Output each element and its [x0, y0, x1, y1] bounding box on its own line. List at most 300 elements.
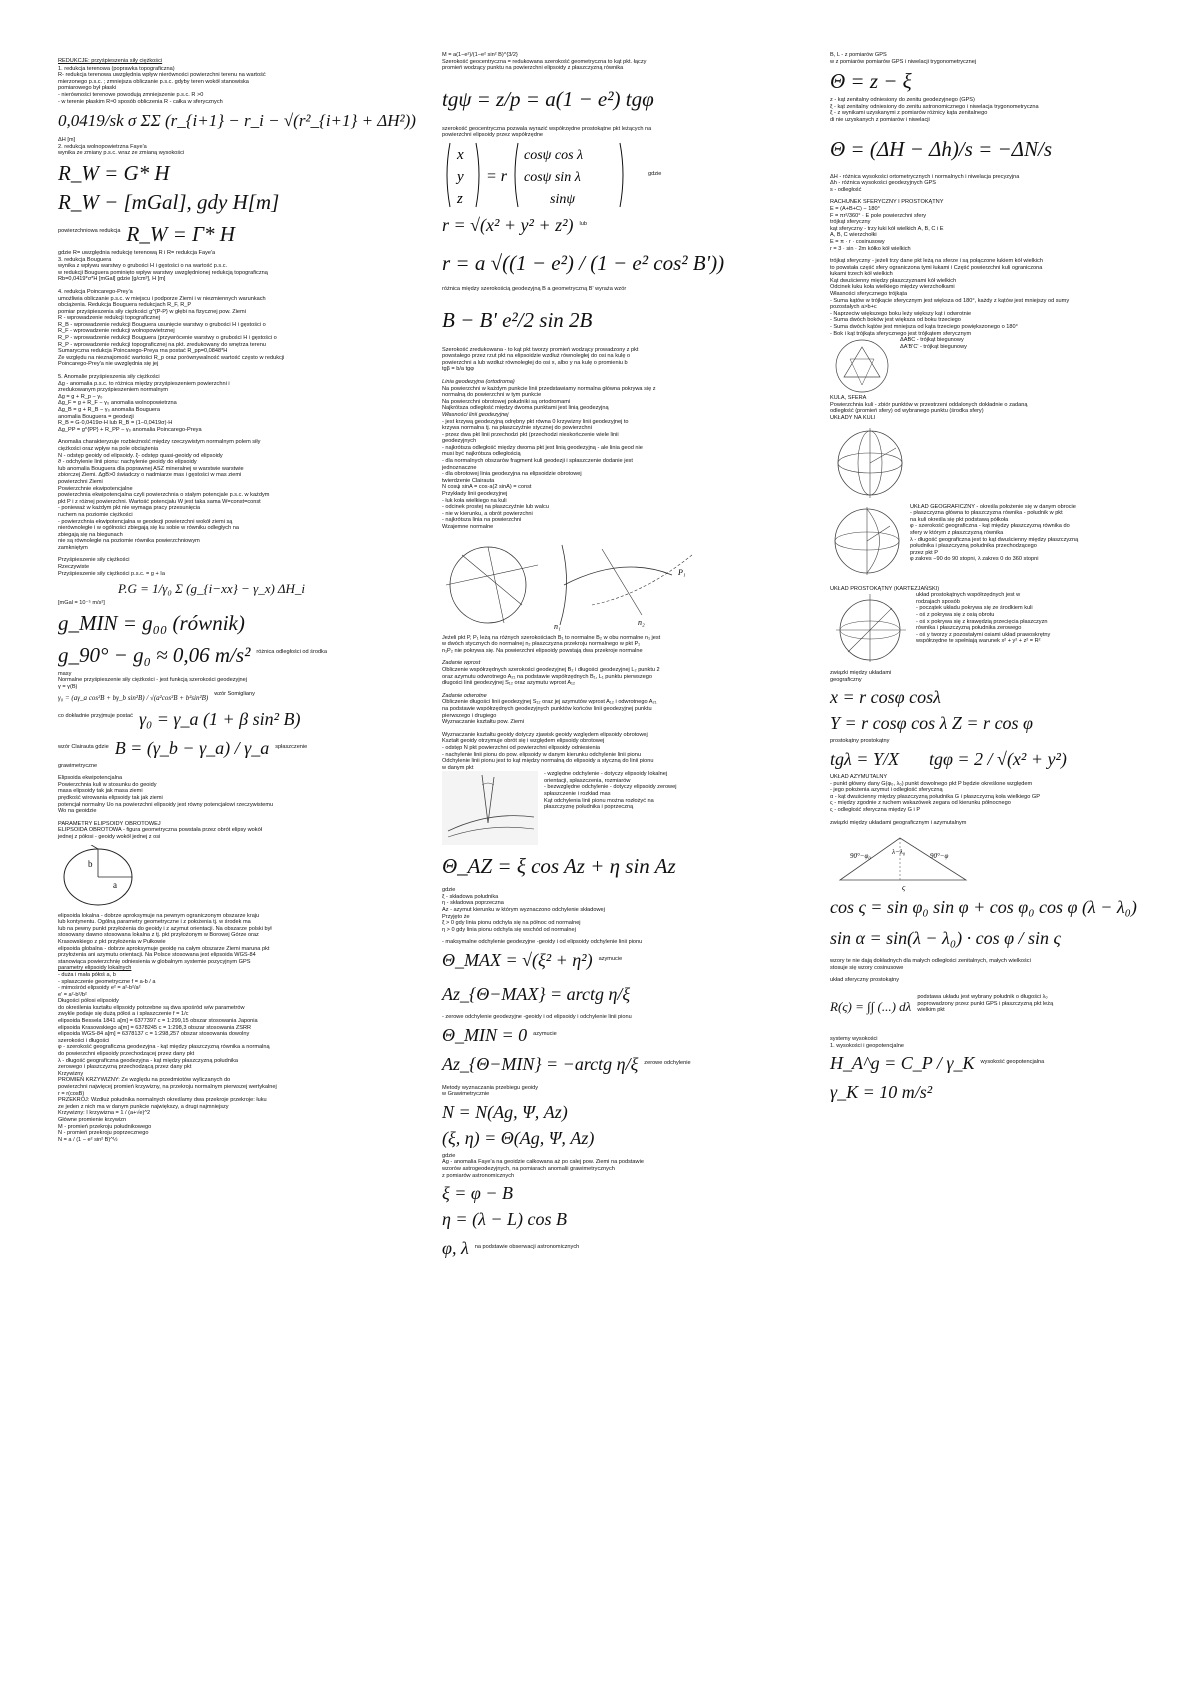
text-line: Powierzchnie ekwipotencjalne: [58, 485, 133, 492]
text-line: w Grawimetrycznie: [442, 1091, 490, 1098]
text-line: pkt P i z różnej powierzchni. Wartość potencjału W jest taka sama W=const=const: [58, 498, 261, 505]
formula-row: [442, 211, 782, 240]
svg-text:y: y: [457, 168, 464, 185]
ellipse-label-a: a: [113, 879, 117, 890]
formula-gamma-k: γ_K = 10 m/s²: [830, 1082, 933, 1103]
text-line: na podstawie współrzędnych geodezyjnych punktów końców linii geodezyjnej punktu: [442, 705, 652, 712]
text-line: trójkąt sferyczny: [830, 219, 871, 226]
text-line: trójkąt sferyczny - jeżeli trzy dane pkt leżą na sferze i są połączone łukiem kół wielkich: [830, 258, 1043, 265]
text-line: N - promień przekroju poprzecznego: [58, 1130, 149, 1137]
text-line: Wzajemne normalne: [442, 524, 494, 530]
text-line: wynika z wpływu warstwy o grubości H i gęstości o na wartość p.s.c.: [58, 263, 228, 270]
text-line: ruchem na poziomie ciężkości: [58, 511, 133, 518]
text-line: Wyznaczanie kształtu geoidy dotyczy zjawisk geoidy względem elipsoidy obrotowej: [442, 731, 648, 738]
text-line: Przykłady linii geodezyjnej: [442, 491, 508, 498]
text-line: tgβ = b/a tgφ: [442, 366, 474, 373]
text-line: - nierówności terenowe powodują zmniejszenie p.s.c. R >0: [58, 91, 204, 98]
text-block: [58, 671, 438, 691]
text-line: rodzajach sposób: [916, 598, 960, 605]
text-line: masy: [58, 670, 72, 677]
text-block: [830, 670, 1180, 683]
text-line: do określenia kształtu elipsoidy potrzebne są dwa spośród w/w parametrów: [58, 1004, 245, 1011]
text-line: jednej z półosi - geoidy wokół jednej z osi: [58, 833, 161, 840]
text-line: powierzchni a lub wzdłuż równoległej do osi x, albo y na kulę o promieniu b: [442, 359, 628, 366]
text-line: Obliczenie długości linii geodezyjnej S₁₂ oraz jej azymutów wprost A₁₂ i odwrotnego A₂₁: [442, 699, 657, 706]
text-line: Normalne przyśpieszenie siły ciężkości - jest funkcją szerokości geodezyjnej: [58, 677, 248, 684]
text-line: mierzonego p.s.c. ; zmniejsza obliczanie p.s.c. gdyby teren wokół stanowiska: [58, 78, 249, 85]
text-line: γ = γ(B): [58, 684, 78, 691]
text-block: [58, 913, 438, 1144]
text-line: R_P - wprowadzenie redukcji Bouguera (przywrócenie warstwy o grubości H i gęstości o: [58, 335, 277, 342]
text-line: ΔH - różnica wysokości ortometrycznych i normalnych i niwelacja precyzyjna: [830, 173, 1020, 180]
formula-g-diff: g_90° − g₀ ≈ 0,06 m/s²: [58, 642, 251, 667]
text-line: zamkniętym: [58, 544, 88, 551]
text-line: - ponieważ w każdym pkt nie wymaga pracy przesunięcia: [58, 505, 201, 512]
text-line: umożliwia obliczanie p.s.c. w miejscu i podporze Ziemi i w niezmiennych warunkach: [58, 295, 266, 302]
text-line: - przez dwa pkt linii przechodzi pkt (przechodzi nieskończenie wiele linii: [442, 431, 619, 438]
text-line: pierwszego i drugiego: [442, 712, 497, 719]
text-line: do powierzchni elipsoidy przechodzącej przez dany pkt: [58, 1051, 195, 1058]
text-line: równika i płaszczyzną południka zerowego: [916, 625, 1022, 632]
formula-theta-max: Θ_MAX = √(ξ² + η²): [442, 950, 593, 971]
text-line: stosuje się wzory cosinusowe: [830, 964, 904, 971]
text-line: systemy wysokości: [830, 1035, 878, 1042]
text-line: w dwóch stycznych do normalnej n₂ płaszczyzna przekroju normalnego w pkt P₁: [442, 641, 641, 648]
triangle-notes: [900, 337, 967, 350]
text-line: Własności sferycznego trójkąta: [830, 291, 908, 298]
text-line: PRZEKRÓJ: Wzdłuż południka normalnych określamy dwa przekroje przekroje: łuku: [58, 1097, 267, 1104]
text-line: R_F - wprowadzenie redukcji wolnopowietrznej: [58, 328, 175, 335]
text-line: UKŁADY NA KULI: [830, 415, 876, 421]
text-line: jednoznaczne: [442, 464, 477, 471]
text-line: musi być najkrótsza odległością: [442, 451, 521, 458]
text-line: Rb=0,0419*σ*H [mGal] gdzie [g/cm³], H [m]: [58, 276, 166, 283]
geo-notes: [910, 504, 1078, 563]
text-line: zredukowanym przyśpieszeniem normalnym: [58, 387, 169, 394]
text-line: w danym pkt: [442, 764, 474, 771]
text-block: [442, 52, 782, 72]
text-line: Szerokość geocentryczna = redukowana szerokość geometryczna to kąt pkt. łączy: [442, 58, 647, 65]
text-line: szerokość geocentryczna pozwala wyrazić współrzędne prostokątne pkt leżących na: [442, 125, 652, 132]
azimuthal-triangle-sketch: [830, 830, 980, 892]
formula-radius: r = √(x² + y² + z²): [442, 214, 574, 235]
formula-note: wysokość geopotencjalna: [980, 1059, 1045, 1066]
text-line: M - promień przekroju południkowego: [58, 1123, 152, 1130]
text-line: - Suma dwóch kątów jest mniejsza od kąta trzeciego powiększonego o 180°: [830, 324, 1018, 331]
text-line: Na powierzchni w każdym punkcie linii przedstawiamy normalna główna pokrywa się z: [442, 385, 656, 392]
text-line: Kąt odchylenia linii pionu można rozłożyć na: [544, 797, 654, 804]
text-line: Kształt geoidy otrzymuje obrót się i względem elipsoidy obrotowej: [442, 738, 605, 745]
formula-row: [58, 639, 438, 671]
text-line: E = (A+B+C) − 180°: [830, 205, 880, 212]
text-line: - nie w kierunku, a obrót powierzchni: [442, 510, 533, 517]
text-line: Krasowskiego z pkt przyłożenia w Pułkowie: [58, 938, 166, 945]
text-block: [830, 774, 1180, 826]
text-block: [442, 126, 782, 139]
formula-geopotential-height: H_A^g = C_P / γ_K: [830, 1053, 975, 1074]
text-line: F = πr²/360° · E pole powierzchni sfery: [830, 212, 927, 219]
text-line: 1. redukcja terenowa (poprawka topograficzna): [58, 65, 175, 72]
text-line: - najkrótsza odległość między dwoma pkt jest linią geodezyjną - ale linia geod nie: [442, 444, 643, 451]
formula-note: azymucie: [598, 956, 623, 963]
text-line: 5. Anomalie przyśpieszenia siły ciężkości: [58, 374, 160, 381]
text-line: Δg_F = g + R_F − γ₀ anomalia wolnopowietrzna: [58, 400, 177, 407]
text-block: [830, 97, 1180, 123]
text-line: pomiar przyśpieszenia siły ciężkości g^{P-P} w głębi na fizycznej pow. Ziemi: [58, 308, 246, 315]
text-line: r = 3 · sin · 2m kółko kół wielkich: [830, 245, 911, 252]
text-line: N cosψ sinA = cos·a(2 sinA) = const: [442, 484, 532, 491]
column-right: [830, 52, 1180, 1107]
text-line: A, B, C wierzchołki: [830, 232, 877, 239]
formula-free-air-units: R_W − [mGal], gdy H[m]: [58, 189, 280, 214]
text-block: [58, 137, 438, 157]
text-line: spłaszczenie i rozkład mas: [544, 791, 611, 798]
formula-row: [58, 705, 438, 734]
formula-theta-height: Θ = (ΔH − Δh)/s = −ΔN/s: [830, 136, 1052, 161]
text-line: potencjał normalny Uo na powierzchni elipsoidy jest równy potencjałowi rzeczywistemu: [58, 801, 274, 808]
text-line: nie są równoległe na poziomie równika powierzchniowym: [58, 538, 200, 545]
text-line: ΔABC - trójkąt biegunowy: [900, 337, 964, 344]
text-line: PROMIEŃ KRZYWIZNY: Ze względu na przedmiotów wyliczanych do: [58, 1077, 231, 1084]
text-line: - powierzchnia ekwipotencjalna w geodezji powierzchni wokół ziemi są: [58, 518, 233, 525]
formula-x-coordinate: x = r cosφ cosλ: [830, 687, 941, 708]
text-line: - nachylenie linii pionu do pow. elipsoidy w danym kierunku odchylenie linii pionu: [442, 751, 642, 758]
text-line: Odcinek łuku koła wielkiego między wierzchołkami: [830, 284, 955, 291]
text-line: Najkrótsza odległość między dwoma punktami jest linią geodezyjną: [442, 405, 609, 412]
text-line: N = a / (1 − e² sin² B)^½: [58, 1136, 118, 1143]
text-line: sfery w którym z płaszczyzną równika: [910, 529, 1004, 536]
text-line: układ prostokątnych współrzędnych jest w: [916, 592, 1021, 599]
sketch-label-p1: P₁: [678, 567, 686, 577]
text-line: kąt sferyczny - trzy łuki kół wielkich A, B, C i E: [830, 225, 944, 232]
formula-g-min: g_MIN = g₀₀ (równik): [58, 610, 245, 635]
text-block: [442, 635, 782, 772]
text-line: układ sferyczny prostokątny: [830, 977, 900, 984]
sphere-coordinate-sketch: [830, 426, 910, 500]
formula-yz-coordinate: Y = r cosφ cos λ Z = r cos φ: [830, 713, 1034, 734]
text-line: UKŁAD AZYMUTALNY: [830, 773, 888, 780]
text-block: [442, 1085, 782, 1098]
rect-notes: [916, 592, 1050, 645]
text-line: wzory te nie dają dokładnych dla małych odległości zenitalnych, małych wielkości: [830, 958, 1031, 965]
sketch-label-n1: n₁: [554, 621, 561, 631]
text-block: [830, 958, 1180, 984]
text-line: - zerowe odchylenie geodezyjne -geoidy i od elipsoidy i odchylenie linii pionu: [442, 1014, 632, 1021]
text-line: Kąt dwuścienny między płaszczyznami kół wielkich: [830, 277, 957, 284]
formula-cos-distance: cos ς = sin φ₀ sin φ + cos φ₀ cos φ (λ − λ₀): [830, 897, 1137, 918]
text-line: ze jeden z nich ma w danym punkcie największy, a drugi najmniejszy: [58, 1103, 229, 1110]
text-line: w z pomiarów pomiarów GPS i niwelacji trygonometrycznej: [830, 58, 977, 65]
text-line: lub anomalia Bouguera dla poprawnej ASZ mineralnej w warstwie warstwie: [58, 465, 244, 472]
text-line: odległość (promień sfery) od wybranego punktu (środka sfery): [830, 408, 984, 415]
text-line: Wyznaczanie kształtu pow. Ziemi: [442, 719, 525, 726]
text-line: η > 0 gdy linia pionu odchyla się wschód od normalnej: [442, 926, 576, 933]
text-line: krzywa normalna tj. na płaszczyźnie stycznej do powierzchni: [442, 425, 592, 432]
text-line: różnica między szerokością geodezyjną B a geometryczną B' wyraża wzór: [442, 285, 627, 292]
text-line: współrzędne te spełniają warunek x² + y² + z² = R²: [916, 638, 1041, 645]
text-line: Rzeczywiste: [58, 564, 90, 571]
geo-row: [830, 504, 1180, 578]
text-line: B, L - z pomiarów GPS: [830, 52, 887, 58]
text-line: ς - między zgodnie z ruchem wskazówek zegara od kierunku północnego: [830, 800, 1011, 807]
triangle-label-phi: 90°−φ: [930, 852, 949, 861]
text-block: [442, 887, 782, 946]
text-line: - oś z pokrywa się z osią obrotu: [916, 611, 995, 618]
text-line: - maksymalne odchylenie geodezyjne -geoidy i od elipsoidy odchylenie linii pionu: [442, 939, 643, 946]
formula-free-air-gamma: R_W = Γ* H: [126, 221, 235, 246]
text-line: - bezwzględne odchylenie - dotyczy elipsoidy zerowej: [544, 784, 677, 791]
text-line: Jeżeli pkt P, P₁ leżą na różnych szerokościach B₁ to normalne B₂ w obu normalne n₁ jest: [442, 634, 661, 641]
text-line: obciążenia. Redukcja Bouguera redukcjach R_F, R_P: [58, 302, 192, 309]
formula-note: na podstawie obserwacji astronomicznych: [474, 1244, 580, 1251]
text-line: powstałego przez rzut pkt na elipsoidzie wzdłuż równoległej do osi na kulę o: [442, 353, 631, 360]
text-line: - Naprzeciw większego boku leży większy kąt i odwrotnie: [830, 310, 972, 317]
text-line: - spłaszczenie geometryczne f = a-b / a: [58, 978, 156, 985]
text-line: Az - azymut kierunku w którym wyznaczono odchylenie składowej: [442, 907, 605, 914]
text-line: Główne promienie krzywizn: [58, 1116, 127, 1123]
text-line: przez pkt P: [910, 549, 938, 556]
text-line: Ag - anomalia Faye'a na geoidzie całkowana aż po całej pow. Ziemi na podstawie: [442, 1159, 644, 1166]
formula-somigliana: γ₀ = (aγ_a cos²B + bγ_b sin²B) / √(a²cos²B + b²sin²B): [58, 693, 209, 702]
svg-text:cosψ sin λ: cosψ sin λ: [524, 169, 581, 185]
deflection-row: [442, 771, 782, 845]
geographic-sketch: [830, 504, 904, 578]
text-line: R - wprowadzenie redukcji topograficznej: [58, 315, 160, 322]
formula-deflection-azimuth: Θ_AZ = ξ cos Az + η sin Az: [442, 854, 676, 879]
text-line: ΔA'B'C' - trójkąt biegunowy: [900, 343, 967, 350]
text-line: Zadanie wprost: [442, 660, 481, 667]
text-block: [830, 1036, 1180, 1049]
text-line: elipsoida lokalna - dobrze aproksymuje na pewnym ograniczonym obszarze kraju: [58, 912, 260, 919]
text-block: [442, 347, 782, 531]
svg-text:sinψ: sinψ: [550, 191, 576, 207]
formula-tg-phi: tgφ = 2 / √(x² + y²): [928, 748, 1067, 769]
cartesian-sketch: [830, 592, 910, 664]
formula-note: wzór Somigliany: [214, 690, 255, 697]
text-line: geodezyjnych: [442, 438, 477, 445]
text-line: - dla normalnych obszarów fragment kuli geodezji i spłaszczenie dodanie jest: [442, 458, 633, 465]
text-line: - punkt główny dany G(φ₀, λ₀) punkt dowolnego pkt P będzie określone względem: [830, 780, 1033, 787]
formula-geocentric-latitude: tgψ = z/p = a(1 − e²) tgφ: [442, 86, 654, 111]
text-line: - odcinek prostej na płaszczyźnie lub walcu: [442, 504, 549, 511]
text-line: z - kąt zenitalny odniesiony do zenitu geodezyjnego (GPS): [830, 97, 975, 104]
formula-azimuth-max: Az_{Θ−MAX} = arctg η/ξ: [442, 984, 631, 1005]
formula-row: [442, 1234, 782, 1263]
text-line: Metody wyznaczania przebiegu geoidy: [442, 1084, 539, 1091]
formula-unit: [mGal = 10⁻⁵ m/s²]: [58, 600, 105, 607]
text-line: Δg_B = g + R_B − γ₀ anomalia Bouguera: [58, 407, 160, 413]
text-line: prostokątny prostokątny: [830, 738, 890, 745]
text-line: - początek układu pokrywa się ze środkiem kuli: [916, 605, 1033, 612]
text-line: na kuli określa się pkt podstawą półkoła: [910, 516, 1009, 523]
text-line: Na powierzchni obrotowej południki są ortodromami: [442, 398, 571, 405]
formula-note: spłaszczenie: [275, 743, 308, 750]
text-line: - jest krzywą geodezyjną odrębny pkt równa 0 krzywizny linii geodezyjnej to: [442, 418, 629, 425]
text-line: Anomalia charakteryzuje rozbieżność między rzeczywistym normalnym polem siły: [58, 439, 261, 446]
text-line: R_B = G·0,0419σ·H lub R_B = (1−0,0419σ)·H: [58, 420, 173, 427]
formula-row: [830, 745, 1180, 774]
text-line: - jego położenia azymut i odległość sferyczną: [830, 787, 943, 794]
formula-row: [442, 946, 782, 975]
svg-text:cosψ cos λ: cosψ cos λ: [524, 147, 584, 163]
formula-row: [58, 691, 438, 705]
text-block: [58, 66, 438, 106]
text-line: E = π · r · cosinusowy: [830, 238, 885, 245]
text-line: szerokości i długości: [58, 1037, 110, 1044]
text-line: nierównoległe i w ogólności zbiegają się ku sobie w równiku odległych na: [58, 525, 239, 532]
text-block: [830, 52, 1180, 65]
text-line: α - kąt dwuścienny między płaszczyzną południka G i płaszczyzną koła wielkiego GP: [830, 793, 1040, 800]
text-line: gdzie: [442, 1152, 456, 1159]
text-line: - dla obrotowej linia geodezyjna na elipsoidzie obrotowej: [442, 471, 582, 478]
text-line: Δg_PP = g^{PP} + R_PP − γ₀ anomalia Poincarego-Preya: [58, 426, 202, 433]
text-line: twierdzenie Clairauta: [442, 477, 495, 484]
text-line: anomalia Bouguera = geodezji: [58, 413, 134, 420]
triangle-label-phi0: 90°−φ₀: [850, 852, 871, 861]
deflection-notes: [544, 771, 676, 811]
text-line: ξ > 0 gdy linia pionu odchyla się na północ od normalnej: [442, 920, 581, 927]
text-line: ciężkości oraz wpływ na pole obciążenia: [58, 445, 159, 452]
text-line: powierzchni najwięcej promień krzywizny, na przekroju normalnym pierwszej wertykalnej: [58, 1084, 277, 1090]
text-line: stanowiąca powierzchnię odniesienia w globalnym systemie pozycyjnym GPS: [58, 958, 251, 965]
text-block: [58, 250, 438, 433]
text-line: s - odległość: [830, 186, 862, 193]
formula-spherical-rect: R(ς) = ∫∫ (...) dλ: [830, 998, 912, 1014]
text-line: gdzie R= uwzględnia redukcję terenową R i R= redukcja Faye'a: [58, 249, 216, 256]
text-block: [830, 395, 1180, 421]
formula-azimuth-min: Az_{Θ−MIN} = −arctg η/ξ: [442, 1053, 639, 1074]
formula-label: powierzchniowa redukcja: [58, 227, 121, 234]
text-line: z pomiarów astronomicznych: [442, 1172, 515, 1179]
text-line: zwykle podaje się dużą półoś a i spłaszczenie f = 1/c: [58, 1011, 189, 1018]
text-line: - płaszczyzna główna to płaszczyzna równika - południk w pkt: [910, 510, 1063, 517]
text-line: oraz azymutu odwrotnego A₂₁ na podstawie współrzędnych B₁, L₁ punktu pierwszego: [442, 673, 652, 680]
triangle-label-distance: ς: [902, 883, 906, 893]
rect-title: UKŁAD PROSTOKĄTNY (KARTEZJAŃSKI): [830, 585, 940, 592]
formula-phi-lambda: φ, λ: [442, 1238, 469, 1259]
formula-note: azymucie: [533, 1030, 557, 1037]
formula-gravity-correction: P.G = 1/γ₀ Σ (g_{i−xx} − γ_x) ΔH_i: [118, 581, 305, 597]
text-line: podstawa układu jest wybrany południk o długości λ₀: [917, 993, 1048, 1000]
text-line: ELIPSOIDA OBROTOWA - figura geometryczna powstała przez obrót elipsy wokół: [58, 827, 262, 834]
text-line: N - odstęp geoidy od elipsoidy. ξ- odstęp quasi-geoidy od elipsoidy: [58, 452, 223, 459]
text-line: Ze względu na nieznajomość wartości R_p oraz porównywalność wartość często w redukcji: [58, 354, 285, 361]
text-line: - względne odchylenie - dotyczy elipsoidy lokalnej: [544, 771, 668, 778]
text-line: φ - szerokość geograficzna - kąt między płaszczyzną równika do: [910, 523, 1070, 530]
text-block: [58, 763, 438, 841]
text-line: - najkrótsza linia na powierzchni: [442, 517, 522, 524]
text-line: prędkość wirowania elipsoidy tak jak ziemi: [58, 795, 163, 801]
text-line: λ - długość geograficzna jest to kąt dwuścienny między płaszczyzną: [910, 536, 1079, 543]
text-line: orientacji, spłaszczenia, rozmiarów: [544, 777, 631, 784]
formula-note: zerowe odchylenie: [644, 1059, 691, 1066]
text-line: Przyśpieszenie siły ciężkości p.s.c. = g + Ia: [58, 570, 165, 577]
text-line: lub kontynentu. Ogólną parametry geometryczne i z położenia tj. w środek ma: [58, 919, 251, 926]
text-line: Δg - anomalia p.s.c. to różnica między przyśpieszeniem powierzchni i: [58, 380, 230, 387]
text-line: Zadanie odwrotne: [442, 692, 487, 699]
text-line: masa elipsoidy tak jak masa ziemi: [58, 788, 143, 795]
formula-note: wzór Clairauta gdzie: [58, 743, 109, 750]
text-line: stosowany dawno stosowana lokalna z tj. pkt przyłożonym w Borowej Górze oraz: [58, 932, 259, 939]
formula-note: co dokładnie przyjmuje postać: [58, 712, 133, 719]
text-line: długości linii geodezyjnej S₁₂ oraz azymutu wprost A₁₂: [442, 680, 576, 687]
text-line: R- redukcja terenowa uwzględnia wpływ nierówności powierzchni terenu na wartość: [58, 72, 266, 79]
text-line: elipsoida WGS-84 a[m] = 6378137 c = 1:298,257 obszar stosowania dowolny: [58, 1031, 250, 1038]
text-line: PARAMETRY ELIPSOIDY OBROTOWEJ: [58, 820, 161, 827]
text-line: wielkim pkt: [917, 1007, 945, 1014]
text-line: parametry elipsoidy lokalnych: [58, 965, 132, 972]
ellipse-label-b: b: [88, 858, 93, 869]
formula-free-air: R_W = G* H: [58, 160, 170, 185]
text-line: KULA, SFERA: [830, 395, 867, 402]
text-line: związki między układami: [830, 670, 892, 677]
sketch-label-n2: n₂: [638, 617, 645, 627]
text-line: 4. redukcja Poincarego-Prey'a: [58, 288, 133, 295]
text-line: - mimośród elipsoidy e² = a²-b²/a²: [58, 985, 141, 992]
formula-radius-ellipsoid: r = a √((1 − e²) / (1 − e² cos² B')): [442, 250, 725, 275]
text-line: φ - szerokość geograficzna geodezyjna - kąt między płaszczyzną równika a normalną: [58, 1044, 270, 1051]
text-line: di nie uzyskanych z pomiarów i niwelacji: [830, 116, 930, 123]
text-line: φ zakres −90 do 90 stopni, λ zakres 0 do 360 stopni: [910, 556, 1039, 563]
formula-note: różnica odległości od środka: [256, 648, 327, 655]
text-line: - duża i mała półoś a, b: [58, 971, 116, 978]
formula-tg-lambda: tgλ = Y/X: [830, 748, 899, 769]
ellipse-diagram: [58, 845, 138, 909]
formula-row: [58, 218, 438, 250]
text-line: wzorów astrogeodezyjnych, na pomiarach anomalii grawimetrycznych: [442, 1166, 615, 1172]
spherical-triangle-sketch: [830, 337, 894, 395]
formula-xyz-matrix: [442, 139, 642, 211]
deflection-sketch: [442, 771, 538, 845]
text-line: promień wodzący punktu na powierzchni elipsoidy z płaszczyzną równika: [442, 65, 624, 72]
text-line: południka i płaszczyzną południka przechodzącego: [910, 543, 1037, 550]
text-line: ξ - z wynikami uzyskanymi z pomiarów różnicy kąta zenitalnego: [830, 110, 988, 117]
text-line: λ - długość geograficzna geodezyjna - kąt między płaszczyzną południka: [58, 1057, 239, 1064]
text-line: - oś x pokrywa się z krawędzią przecięcia płaszczyzn: [916, 618, 1048, 625]
formula-geoid-undulation: N = N(Ag, Ψ, Az): [442, 1101, 568, 1122]
text-line: 2. redukcja wolnopowietrzna Faye'a: [58, 143, 147, 150]
text-line: w redukcji Bouguera pominięto wpływ warstwy uwzględnionej redukcją topograficzną: [58, 269, 268, 276]
formula-row: [442, 1050, 782, 1079]
text-line: - Bok i kąt trójkąta sferycznego jest trójkątem sferycznym: [830, 330, 972, 337]
column-middle: [442, 52, 782, 1263]
text-line: - łuk koła wielkiego na kuli: [442, 497, 507, 504]
text-line: lub na pewny punkt przyłożenia do geoidy i z azymut orientacji. Na obszarze polski był: [58, 925, 272, 932]
formula-eta: η = (λ − L) cos B: [442, 1209, 568, 1230]
text-line: poprowadzony przez punkt GPS i płaszczyzną pkt leżą: [917, 1000, 1054, 1007]
text-line: płaszczyznę południka i poprzeczną: [544, 804, 634, 811]
text-line: powierzchnia ekwipotencjalna czyli powierzchnia o stałym potencjale p.s.c. w każdym: [58, 492, 270, 499]
rect-row: [830, 592, 1180, 664]
formula-beta: B = (γ_b − γ_a) / γ_a: [114, 737, 270, 758]
formula-note: lub: [579, 220, 587, 227]
svg-text:= r: = r: [486, 167, 508, 185]
text-line: zbiorczej Ziemi. ΔgB>0 świadczy o nadmiarze mas i gęstości w mas ziemi: [58, 472, 242, 479]
text-line: geograficzny: [830, 676, 862, 683]
text-line: przyłożenia ani azymutu orientacji. Na Polsce stosowana jest elipsoida WGS-84: [58, 952, 256, 959]
text-line: R_P - wprowadzenie redukcji topograficznej na pkt. zredukowany do wnętrza terenu: [58, 341, 266, 348]
text-line: ΔH [m]: [58, 137, 76, 144]
text-line: Δh - różnica wysokości geodezyjnych GPS: [830, 180, 937, 187]
formula-row: [58, 734, 438, 763]
text-line: Wo na geoidzie: [58, 808, 97, 815]
text-line: M = a(1−e²)/(1−e² sin² B)^{3/2}: [442, 52, 518, 58]
text-line: normalną do powierzchni w tym punkcie: [442, 392, 542, 399]
formula-sin-azimuth: sin α = sin(λ − λ₀) · cos φ / sin ς: [830, 928, 1061, 949]
text-line: r = r(cosB): [58, 1090, 85, 1097]
text-block: [58, 439, 438, 577]
text-line: gdzie: [442, 887, 456, 894]
